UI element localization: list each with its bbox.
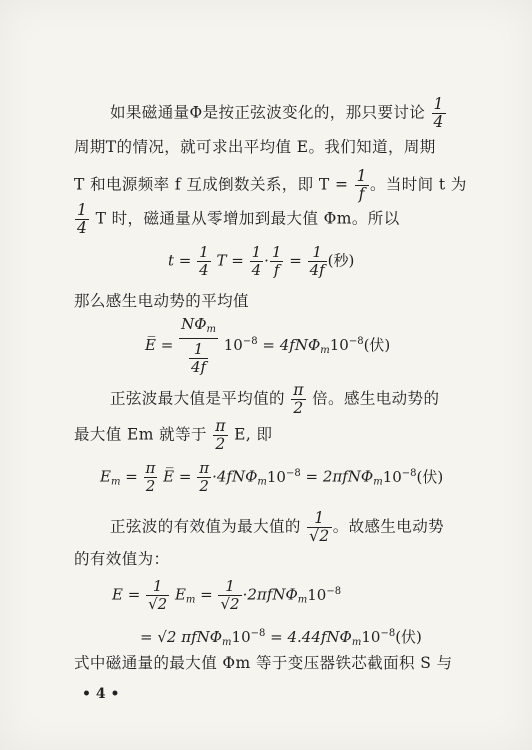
text-line-7	[74, 418, 474, 453]
page-number: • 4 •	[82, 686, 120, 702]
text-span: T 和电源频率 f 互成倒数关系，即 T =	[74, 175, 349, 194]
fraction-quarter	[432, 96, 446, 131]
text-span: 。故感生电动势	[332, 517, 444, 536]
equation-5: = √2 $\pi fN\Phi_m10^{-8} = 4.44fN\Phi_m10^{-8}$(伏)	[140, 628, 422, 648]
fraction-numerator: 1	[77, 201, 88, 219]
fraction-pi-over-2	[213, 418, 228, 453]
text-span: 最大值 Em 就等于	[74, 425, 207, 444]
fraction-pi-over-2	[291, 382, 306, 417]
text-span: 正弦波的有效值为最大值的	[110, 517, 301, 536]
fraction-numerator: 1	[307, 510, 332, 528]
fraction-numerator: π	[293, 381, 304, 399]
text-line-8	[110, 510, 510, 545]
equation-3: $E_m$ = $\frac{\pi}{2}$ E̅ = $\frac{\pi}{2}$ $\cdot 4fN\Phi_m10^{-8} = 2\pi fN\Phi_m10^{-8}$(伏)	[100, 459, 444, 495]
fraction-quarter	[75, 202, 89, 237]
text-line-9: 的有效值为：	[74, 550, 170, 568]
text-span: 。当时间 t 为	[369, 175, 467, 194]
equation-4: E = $\frac{1}{√2}$ $E_m$ = $\frac{1}{√2}$ $\cdot 2\pi fN\Phi_m10^{-8}$	[112, 577, 342, 613]
text-line-2: 周期T的情况，就可求出平均值 E。我们知道，周期	[74, 138, 436, 156]
fraction-denominator: 4	[77, 219, 88, 237]
text-line-10: 式中磁通量的最大值 Φm 等于变压器铁芯截面积 S 与	[74, 654, 453, 672]
text-line-5: 那么感生电动势的平均值	[74, 292, 249, 310]
fraction-numerator: 1	[433, 95, 444, 113]
fraction-denominator: 2	[215, 435, 226, 453]
fraction-denominator: 2	[293, 399, 304, 417]
fraction-one-over-f	[355, 168, 369, 203]
text-span: E, 即	[234, 425, 273, 444]
fraction-denominator: √2	[309, 527, 330, 545]
fraction-numerator: π	[215, 417, 226, 435]
fraction-one-over-root-2	[307, 510, 332, 545]
equation-2: E̅ = $\frac{N\Phi_m}{\frac{1}{4f}}$ $10^{-8} = 4fN\Phi_m10^{-8}$(伏)	[145, 315, 391, 376]
equation-1: t = $\frac{1}{4}$ T = $\frac{1}{4}$ · $\frac{1}{f}$ = $\frac{1}{4f}$ (秒)	[168, 243, 355, 279]
text-span: 正弦波最大值是平均值的	[110, 389, 285, 408]
fraction-numerator: 1	[356, 167, 367, 185]
text-span: 倍。感生电动势的	[312, 389, 440, 408]
fraction-denominator: 4	[433, 113, 444, 131]
text-span: 如果磁通量Φ是按正弦波变化的，那只要讨论	[110, 103, 426, 122]
fraction-denominator: f	[358, 185, 365, 203]
text-line-4	[74, 202, 474, 237]
text-span: T 时，磁通量从零增加到最大值 Φm。所以	[95, 209, 400, 228]
text-line-3	[74, 168, 474, 203]
text-line-6	[110, 382, 510, 417]
text-line-1	[110, 96, 510, 131]
